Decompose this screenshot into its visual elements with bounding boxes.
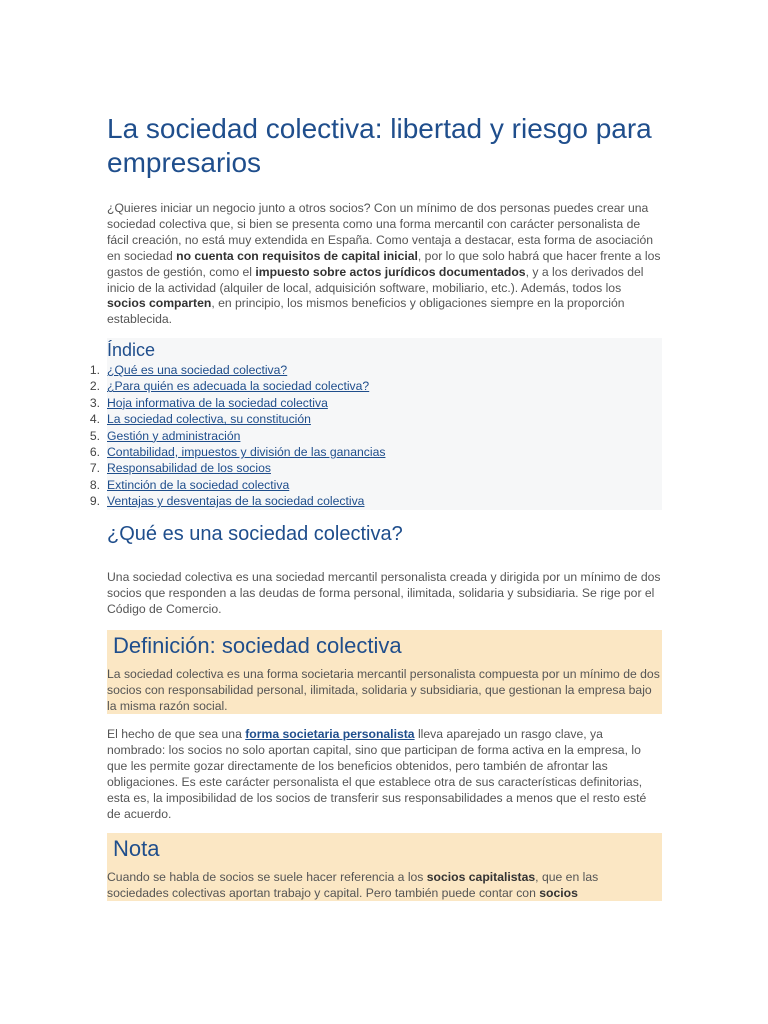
index-link[interactable]: Responsabilidad de los socios: [107, 461, 271, 476]
para2-text-1: El hecho de que sea una: [107, 727, 246, 741]
index-link[interactable]: Contabilidad, impuestos y división de las ganancias: [107, 445, 386, 460]
list-item: [67, 477, 385, 493]
body-paragraph: [107, 727, 662, 822]
section-heading: ¿Qué es una sociedad colectiva?: [107, 523, 403, 545]
list-item: [67, 395, 385, 411]
list-item: [67, 362, 385, 378]
index-number: 3.: [89, 395, 100, 410]
intro-bold-2: impuesto sobre actos jurídicos documentados: [255, 264, 526, 279]
index-number: 1.: [89, 363, 100, 377]
index-list: [67, 362, 385, 510]
note-bold-1: socios capitalistas: [426, 870, 536, 884]
index-number: 8.: [89, 477, 100, 492]
definition-text: La sociedad colectiva es una forma societaria mercantil personalista compuesta por un mínimo de dos socios con responsabilidad personal, ilimitada, solidaria y subsidiaria, que gestionan la empresa bajo la misma razón social.: [107, 667, 660, 713]
index-link[interactable]: Ventajas y desventajas de la sociedad colectiva: [107, 494, 365, 509]
note-text-2: , que en las sociedades colectivas aportan trabajo y capital. Pero también puede contar con: [107, 870, 599, 900]
list-item: [67, 493, 385, 509]
list-item: [67, 411, 385, 427]
intro-text-1: ¿Quieres iniciar un negocio junto a otros socios? Con un mínimo de dos personas puedes crear una sociedad colectiva que, si bien se presenta como una forma mercantil con carácter personalista de fácil creación, no está muy extendida en España. Como ventaja a destacar, esta forma de asociación en sociedad: [107, 201, 654, 263]
index-number: 4.: [89, 412, 100, 427]
index-link[interactable]: ¿Qué es una sociedad colectiva?: [107, 363, 288, 377]
index-link[interactable]: Hoja informativa de la sociedad colectiva: [107, 395, 328, 410]
intro-paragraph: [107, 201, 662, 328]
intro-bold-1: no cuenta con requisitos de capital inicial: [176, 248, 418, 263]
intro-text-3: , y a los derivados del inicio de la actividad (alquiler de local, adquisición software, mobiliario, etc.). Además, todos los: [107, 264, 644, 295]
list-item: [67, 428, 385, 444]
index-link[interactable]: Gestión y administración: [107, 428, 241, 443]
index-title: Índice: [107, 340, 156, 360]
note-text-1: Cuando se habla de socios se suele hacer referencia a los: [107, 870, 427, 884]
personalista-link[interactable]: forma societaria personalista: [245, 727, 415, 741]
page-title: La sociedad colectiva: libertad y riesgo para empresarios: [107, 113, 652, 178]
list-item: [67, 378, 385, 394]
para2-text-2: lleva aparejado un rasgo clave, ya nombrado: los socios no solo aportan capital, sino que participan de forma activa en la empresa, lo que les permite gozar directamente de los beneficios obtenidos, pero también de afrontar las obligaciones. Es este carácter personalista el que establece otra de sus características definitorias, esta es, la imposibilidad de los socios de transferir sus responsabilidades a menos que el resto esté de acuerdo.: [107, 727, 647, 821]
section-paragraph: Una sociedad colectiva es una sociedad mercantil personalista creada y dirigida por un mínimo de dos socios que responden a las deudas de forma personal, ilimitada, solidaria y subsidiaria. Se rige por el Código de Comercio.: [107, 570, 661, 616]
note-box: [107, 833, 662, 901]
list-item: [67, 444, 385, 460]
index-link[interactable]: Extinción de la sociedad colectiva: [107, 477, 290, 492]
index-number: 6.: [89, 445, 100, 460]
definition-heading: Definición: sociedad colectiva: [113, 633, 402, 658]
intro-text-2: , por lo que solo habrá que hacer frente a los gastos de gestión, como el: [107, 248, 661, 279]
note-heading: Nota: [113, 836, 160, 861]
index-link[interactable]: ¿Para quién es adecuada la sociedad colectiva?: [107, 379, 370, 394]
intro-bold-3: socios comparten: [107, 296, 212, 311]
note-bold-2: socios: [539, 885, 578, 900]
index-link[interactable]: La sociedad colectiva, su constitución: [107, 412, 311, 427]
index-number: 2.: [89, 379, 100, 394]
index-number: 7.: [89, 461, 100, 476]
index-number: 9.: [89, 494, 100, 509]
index-number: 5.: [89, 428, 100, 443]
intro-text-4: , en principio, los mismos beneficios y obligaciones siempre en la proporción establecida.: [107, 296, 625, 327]
note-text: [107, 863, 662, 902]
definition-box: [107, 630, 662, 714]
list-item: [67, 460, 385, 476]
